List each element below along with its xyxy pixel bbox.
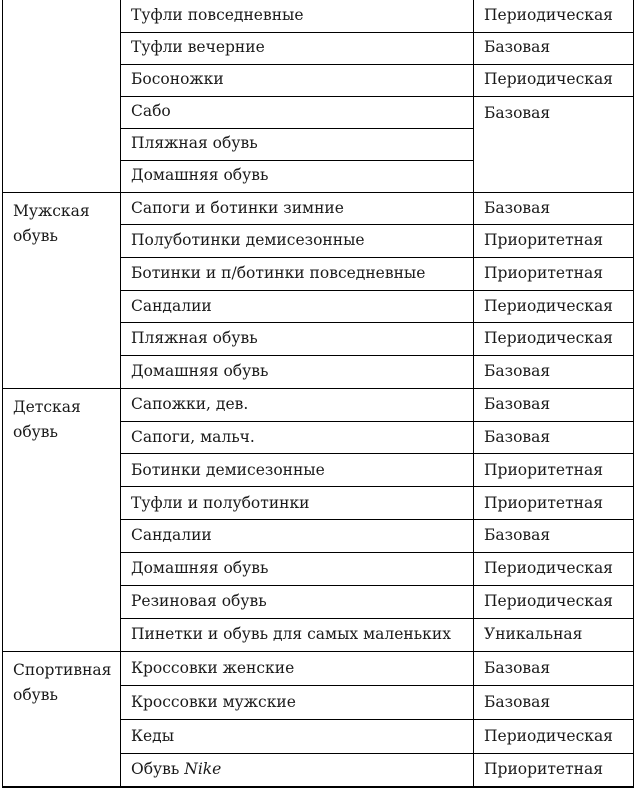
item-cell: Полуботинки демисезонные [121,225,474,258]
item-cell: Кроссовки женские [121,651,474,685]
type-cell: Уникальная [474,618,634,651]
item-cell [121,753,474,787]
type-cell: Базовая [474,651,634,685]
table-row [3,192,634,225]
item-cell: Сапожки, дев. [121,388,474,421]
type-cell: Базовая [474,192,634,225]
item-cell: Ботинки демисезонные [121,454,474,487]
item-cell: Туфли повседневные [121,0,474,32]
item-cell: Сабо [121,96,474,128]
table-row [3,388,634,421]
item-cell: Туфли и полуботинки [121,487,474,520]
item-cell: Сапоги, мальч. [121,421,474,454]
item-cell: Ботинки и п/ботинки повседневные [121,257,474,290]
type-cell: Приоритетная [474,225,634,258]
type-cell: Периодическая [474,719,634,753]
item-cell: Кроссовки мужские [121,685,474,719]
item-cell: Сандалии [121,290,474,323]
table-body [3,0,634,787]
type-cell: Периодическая [474,0,634,32]
category-cell: Мужская обувь [3,192,121,388]
item-cell: Туфли вечерние [121,32,474,64]
category-cell: Спортивная обувь [3,651,121,787]
type-cell: Периодическая [474,585,634,618]
table-row [3,651,634,685]
item-cell: Пляжная обувь [121,128,474,160]
item-cell: Пинетки и обувь для самых маленьких [121,618,474,651]
type-cell: Базовая [474,520,634,553]
type-cell: Базовая [474,388,634,421]
item-text: Обувь [131,760,185,779]
type-cell: Базовая [474,685,634,719]
shoe-assortment-table [2,0,634,788]
category-cell: Детская обувь [3,388,121,651]
type-cell: Базовая [474,32,634,64]
type-cell: Периодическая [474,323,634,356]
item-cell: Домашняя обувь [121,355,474,388]
type-cell: Базовая [474,421,634,454]
item-text-italic: Nike [184,760,222,779]
type-cell: Приоритетная [474,454,634,487]
item-cell: Сапоги и ботинки зимние [121,192,474,225]
item-cell: Домашняя обувь [121,160,474,192]
type-cell: Периодическая [474,290,634,323]
item-cell: Босоножки [121,64,474,96]
type-cell: Приоритетная [474,487,634,520]
type-cell: Периодическая [474,553,634,586]
category-cell [3,0,121,192]
item-cell: Пляжная обувь [121,323,474,356]
table-row [3,0,634,32]
type-cell: Периодическая [474,64,634,96]
type-cell: Базовая [474,355,634,388]
type-cell: Приоритетная [474,257,634,290]
item-cell: Домашняя обувь [121,553,474,586]
item-cell: Кеды [121,719,474,753]
item-cell: Резиновая обувь [121,585,474,618]
type-cell: Базовая [474,96,634,192]
type-cell: Приоритетная [474,753,634,787]
item-cell: Сандалии [121,520,474,553]
